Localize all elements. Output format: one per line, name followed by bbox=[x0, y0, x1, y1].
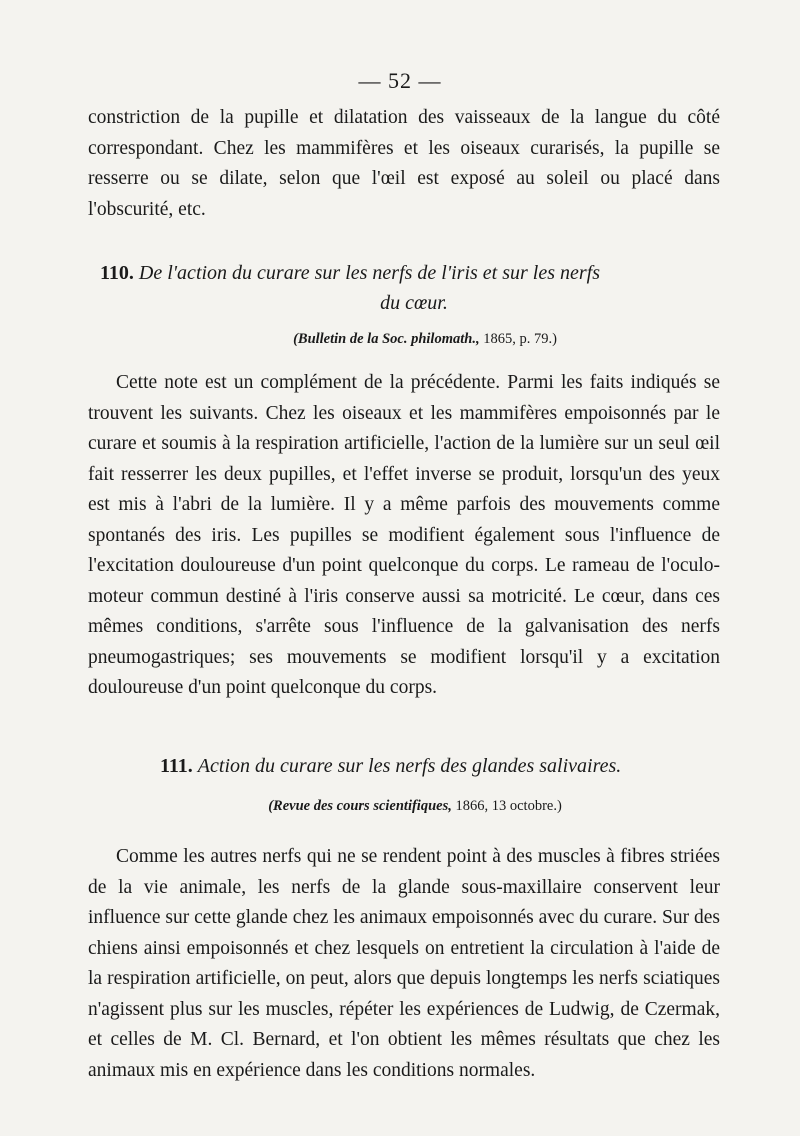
section-111-number: 111. bbox=[160, 755, 193, 777]
section-111-title: Action du curare sur les nerfs des glandes salivaires. bbox=[197, 755, 622, 777]
section-111-body-text: Comme les autres nerfs qui ne se rendent point à des muscles à fibres striées de la vie animale, les nerfs de la glande sous-maxillaire conservent leur influence sur cette glande chez les animaux empoisonnés avec du curare. Sur des chiens ainsi empoisonnés et chez lesquels on entretient la circulation à l'aide de la respiration artificielle, on peut, alors que depuis longtemps les nerfs sciatiques n'agissent plus sur les muscles, répéter les expériences de Ludwig, de Czermak, et celles de M. Cl. Bernard, et l'on obtient les mêmes résultats que chez les animaux mis en expérience dans les conditions normales. bbox=[88, 846, 720, 1081]
section-110-number: 110. bbox=[100, 262, 134, 284]
section-111-citation bbox=[88, 796, 720, 816]
section-110-citation-detail: 1865, p. 79.) bbox=[483, 331, 557, 347]
section-110-body-text: Cette note est un complément de la précédente. Parmi les faits indiqués se trouvent les suivants. Chez les oiseaux et les mammifères empoisonnés par le curare et soumis à la respiration artificielle, l'action de la lumière sur un seul œil fait resserrer les deux pupilles, et l'effet inverse se produit, lorsqu'un des yeux est mis à l'abri de la lumière. Il y a même parfois des mouvements comme spontanés des iris. Les pupilles se modifient également sous l'influence de l'excitation douloureuse d'un point quelconque du corps. Le rameau de l'oculo-moteur commun destiné à l'iris conserve aussi sa motricité. Le cœur, dans ces mêmes conditions, s'arrête sous l'influence de la galvanisation des nerfs pneumogastriques; ses mouvements se modifient lorsqu'il y a excitation douloureuse d'un point quelconque du corps. bbox=[88, 372, 720, 698]
section-110-citation-source: (Bulletin de la Soc. philomath., bbox=[293, 331, 480, 347]
intro-text: constriction de la pupille et dilatation des vaisseaux de la langue du côté correspondant. Chez les mammifères et les oiseaux curarisés, la pupille se resserre ou se dilate, selon que l'œil est exposé au soleil ou placé dans l'obscurité, etc. bbox=[88, 107, 720, 220]
section-111-body bbox=[88, 842, 720, 1086]
section-111-heading bbox=[88, 751, 720, 781]
section-111-citation-source: (Revue des cours scientifiques, bbox=[268, 798, 452, 814]
section-110-title-line2: du cœur. bbox=[380, 292, 448, 314]
section-110-heading bbox=[88, 258, 720, 318]
section-111-citation-detail: 1866, 13 octobre.) bbox=[455, 798, 562, 814]
intro-paragraph bbox=[88, 103, 720, 225]
section-110-citation bbox=[88, 329, 720, 349]
section-110-body bbox=[88, 368, 720, 704]
section-110-title-line1: De l'action du curare sur les nerfs de l'iris et sur les nerfs bbox=[138, 262, 601, 284]
page-number: — 52 — bbox=[358, 68, 442, 93]
